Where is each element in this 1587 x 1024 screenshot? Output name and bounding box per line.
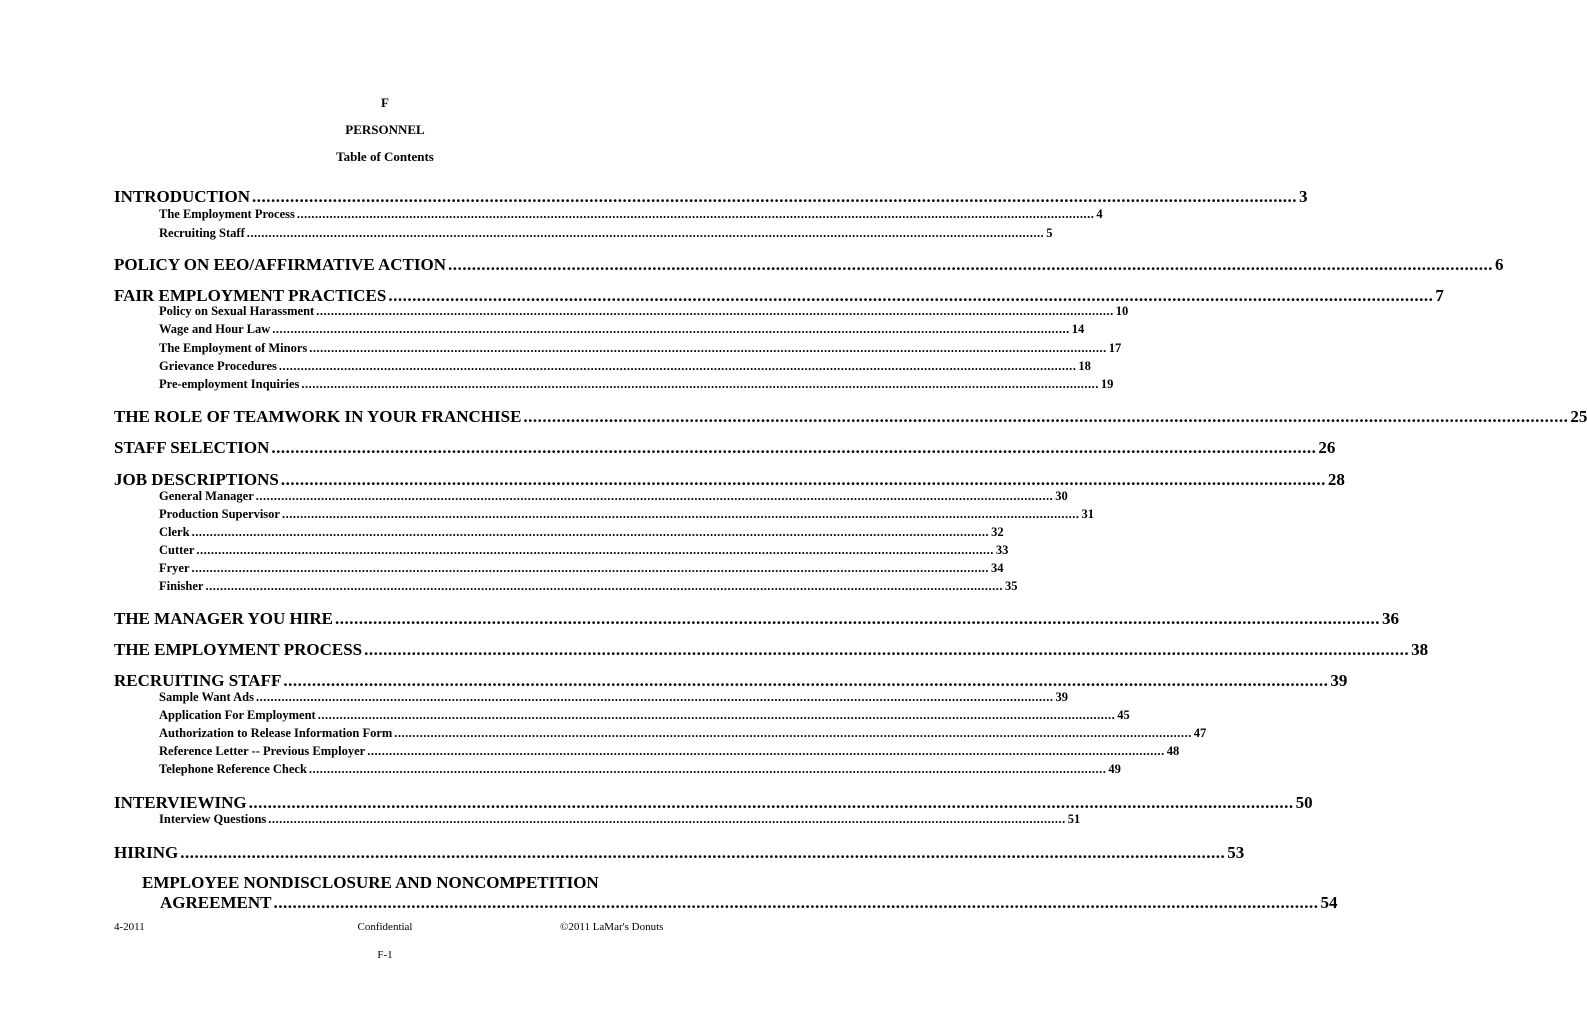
toc-leader-dots: ............................................................................................................................................................................................................................ xyxy=(281,507,1080,521)
footer-copyright: ©2011 LaMar's Donuts xyxy=(560,921,664,933)
toc-leader-dots: ............................................................................................................................................................................................................................ xyxy=(334,609,1380,628)
toc-entry[interactable] xyxy=(114,438,1336,458)
toc-entry-page: 6 xyxy=(1495,255,1504,274)
toc-entry-page: 45 xyxy=(1117,708,1130,722)
toc-entry-title: Recruiting Staff xyxy=(159,226,245,240)
toc-leader-dots: ............................................................................................................................................................................................................................ xyxy=(278,359,1077,373)
toc-leader-dots: ............................................................................................................................................................................................................................ xyxy=(316,304,1114,318)
toc-leader-dots: ............................................................................................................................................................................................................................ xyxy=(273,893,1319,912)
toc-entry-page: 39 xyxy=(1330,671,1348,690)
toc-entry-title: Interview Questions xyxy=(159,812,267,826)
toc-entry-title-line2: AGREEMENT xyxy=(160,893,272,912)
toc-leader-dots: ............................................................................................................................................................................................................................ xyxy=(180,843,1226,862)
toc-entry-title: THE EMPLOYMENT PROCESS xyxy=(114,640,363,659)
toc-entry-title: The Employment Process xyxy=(159,207,295,221)
toc-entry[interactable] xyxy=(159,812,1081,827)
toc-entry-title: Cutter xyxy=(159,543,195,557)
toc-entry-title: Finisher xyxy=(159,579,204,593)
toc-entry-page: 48 xyxy=(1166,744,1180,758)
toc-entry[interactable] xyxy=(159,708,1130,723)
toc-entry-page: 34 xyxy=(991,561,1004,575)
toc-entry-page: 54 xyxy=(1320,893,1338,912)
toc-entry-page: 47 xyxy=(1193,726,1207,740)
toc-entry[interactable] xyxy=(159,341,1122,356)
toc-leader-dots: ............................................................................................................................................................................................................................ xyxy=(255,489,1054,503)
toc-entry-page: 53 xyxy=(1227,843,1245,862)
toc-leader-dots: ............................................................................................................................................................................................................................ xyxy=(205,579,1003,593)
toc-entry-title: STAFF SELECTION xyxy=(114,438,270,457)
toc-entry[interactable] xyxy=(114,793,1313,813)
toc-leader-dots: ............................................................................................................................................................................................................................ xyxy=(308,762,1107,776)
toc-entry[interactable] xyxy=(114,470,1345,490)
toc-entry-title: Application For Employment xyxy=(159,708,316,722)
toc-leader-dots: ............................................................................................................................................................................................................................ xyxy=(309,341,1107,355)
footer-date: 4-2011 xyxy=(114,921,145,933)
toc-entry-page: 10 xyxy=(1115,304,1129,318)
toc-leader-dots: ............................................................................................................................................................................................................................ xyxy=(248,793,1294,812)
toc-entry[interactable] xyxy=(114,609,1399,629)
toc-entry[interactable] xyxy=(159,359,1091,374)
toc-entry-title: JOB DESCRIPTIONS xyxy=(114,470,279,489)
toc-leader-dots: ............................................................................................................................................................................................................................ xyxy=(317,708,1116,722)
footer-confidential: Confidential xyxy=(357,921,413,933)
toc-entry-page: 25 xyxy=(1570,407,1587,426)
toc-entry-page: 51 xyxy=(1067,812,1081,826)
toc-entry-title: Authorization to Release Information Form xyxy=(159,726,393,740)
toc-entry-title: RECRUITING STAFF xyxy=(114,671,282,690)
toc-leader-dots: ............................................................................................................................................................................................................................ xyxy=(268,812,1066,826)
section-title: PERSONNEL xyxy=(345,122,425,137)
toc-entry-page: 14 xyxy=(1071,322,1085,336)
toc-leader-dots: ............................................................................................................................................................................................................................ xyxy=(364,640,1410,659)
toc-entry-title: Reference Letter -- Previous Employer xyxy=(159,744,366,758)
toc-entry-page: 18 xyxy=(1078,359,1091,373)
toc-entry-page: 32 xyxy=(991,525,1004,539)
toc-entry-page: 30 xyxy=(1055,489,1068,503)
toc-entry[interactable] xyxy=(159,744,1180,759)
toc-entry[interactable] xyxy=(114,407,1587,427)
toc-leader-dots: ............................................................................................................................................................................................................................ xyxy=(252,187,1298,206)
toc-entry[interactable] xyxy=(114,843,1245,863)
toc-entry[interactable] xyxy=(159,762,1121,777)
toc-entry[interactable] xyxy=(159,561,1004,576)
toc-entry-title: Pre-employment Inquiries xyxy=(159,377,300,391)
toc-entry-title-line1: EMPLOYEE NONDISCLOSURE AND NONCOMPETITION xyxy=(142,873,599,892)
toc-entry-title: INTRODUCTION xyxy=(114,187,251,206)
toc-leader-dots: ............................................................................................................................................................................................................................ xyxy=(394,726,1192,740)
toc-entry[interactable] xyxy=(159,377,1114,392)
toc-leader-dots: ............................................................................................................................................................................................................................ xyxy=(280,470,1326,489)
page-number: F-1 xyxy=(377,949,393,961)
toc-entry-page: 26 xyxy=(1318,438,1336,457)
toc-entry-nondisclosure[interactable] xyxy=(142,873,1338,913)
toc-entry-page: 7 xyxy=(1435,286,1444,305)
toc-entry-title: Wage and Hour Law xyxy=(159,322,271,336)
toc-entry-title: Telephone Reference Check xyxy=(159,762,307,776)
toc-entry-page: 31 xyxy=(1081,507,1094,521)
toc-leader-dots: ............................................................................................................................................................................................................................ xyxy=(388,286,1434,305)
toc-entry[interactable] xyxy=(114,286,1444,306)
toc-entry-title: Clerk xyxy=(159,525,190,539)
toc-leader-dots: ............................................................................................................................................................................................................................ xyxy=(448,255,1493,274)
toc-entry-title: INTERVIEWING xyxy=(114,793,247,812)
toc-entry-title: HIRING xyxy=(114,843,179,862)
toc-entry-title: Fryer xyxy=(159,561,190,575)
toc-entry-page: 39 xyxy=(1055,690,1068,704)
toc-entry-page: 35 xyxy=(1004,579,1018,593)
toc-entry[interactable] xyxy=(159,226,1053,241)
toc-leader-dots: ............................................................................................................................................................................................................................ xyxy=(283,671,1329,690)
toc-entry[interactable] xyxy=(159,304,1129,319)
toc-entry-page: 28 xyxy=(1327,470,1345,489)
toc-entry[interactable] xyxy=(114,187,1308,207)
toc-entry-title: FAIR EMPLOYMENT PRACTICES xyxy=(114,286,387,305)
toc-leader-dots: ............................................................................................................................................................................................................................ xyxy=(191,525,990,539)
toc-leader-dots: ............................................................................................................................................................................................................................ xyxy=(272,322,1070,336)
toc-entry[interactable] xyxy=(159,525,1004,540)
toc-entry-page: 33 xyxy=(995,543,1009,557)
toc-entry-page: 36 xyxy=(1381,609,1399,628)
toc-entry[interactable] xyxy=(159,207,1103,222)
toc-entry[interactable] xyxy=(159,726,1207,741)
toc-entry[interactable] xyxy=(114,671,1348,691)
toc-entry-page: 38 xyxy=(1411,640,1429,659)
toc-entry-page: 4 xyxy=(1096,207,1103,221)
toc-entry[interactable] xyxy=(159,489,1068,504)
toc-leader-dots: ............................................................................................................................................................................................................................ xyxy=(191,561,990,575)
toc-entry-title: POLICY ON EEO/AFFIRMATIVE ACTION xyxy=(114,255,446,274)
toc-entry-title: Production Supervisor xyxy=(159,507,280,521)
toc-entry-page: 17 xyxy=(1108,341,1122,355)
toc-entry[interactable] xyxy=(114,255,1504,275)
toc-leader-dots: ............................................................................................................................................................................................................................ xyxy=(246,226,1045,240)
toc-entry-page: 5 xyxy=(1046,226,1053,240)
toc-entry[interactable] xyxy=(114,640,1429,660)
toc-entry-title: Policy on Sexual Harassment xyxy=(159,304,315,318)
toc-leader-dots: ............................................................................................................................................................................................................................ xyxy=(296,207,1095,221)
toc-heading: Table of Contents xyxy=(336,149,434,164)
toc-leader-dots: ............................................................................................................................................................................................................................ xyxy=(301,377,1099,391)
toc-leader-dots: ............................................................................................................................................................................................................................ xyxy=(271,438,1317,457)
toc-entry-title: Grievance Procedures xyxy=(159,359,277,373)
toc-entry-title: THE MANAGER YOU HIRE xyxy=(114,609,333,628)
toc-entry[interactable] xyxy=(159,579,1018,594)
toc-leader-dots: ............................................................................................................................................................................................................................ xyxy=(523,407,1569,426)
toc-entry-page: 19 xyxy=(1100,377,1114,391)
toc-leader-dots: ............................................................................................................................................................................................................................ xyxy=(255,690,1054,704)
toc-entry-page: 49 xyxy=(1108,762,1121,776)
toc-entry-title: THE ROLE OF TEAMWORK IN YOUR FRANCHISE xyxy=(114,407,522,426)
toc-entry[interactable] xyxy=(159,543,1009,558)
toc-entry-title: The Employment of Minors xyxy=(159,341,308,355)
toc-entry[interactable] xyxy=(159,322,1085,337)
section-letter: F xyxy=(381,95,389,110)
toc-entry[interactable] xyxy=(159,690,1068,705)
toc-entry-title: Sample Want Ads xyxy=(159,690,254,704)
toc-leader-dots: ............................................................................................................................................................................................................................ xyxy=(196,543,994,557)
toc-entry[interactable] xyxy=(159,507,1094,522)
toc-leader-dots: ............................................................................................................................................................................................................................ xyxy=(367,744,1165,758)
toc-entry-page: 50 xyxy=(1295,793,1313,812)
toc-entry-title: General Manager xyxy=(159,489,254,503)
toc-entry-page: 3 xyxy=(1299,187,1308,206)
